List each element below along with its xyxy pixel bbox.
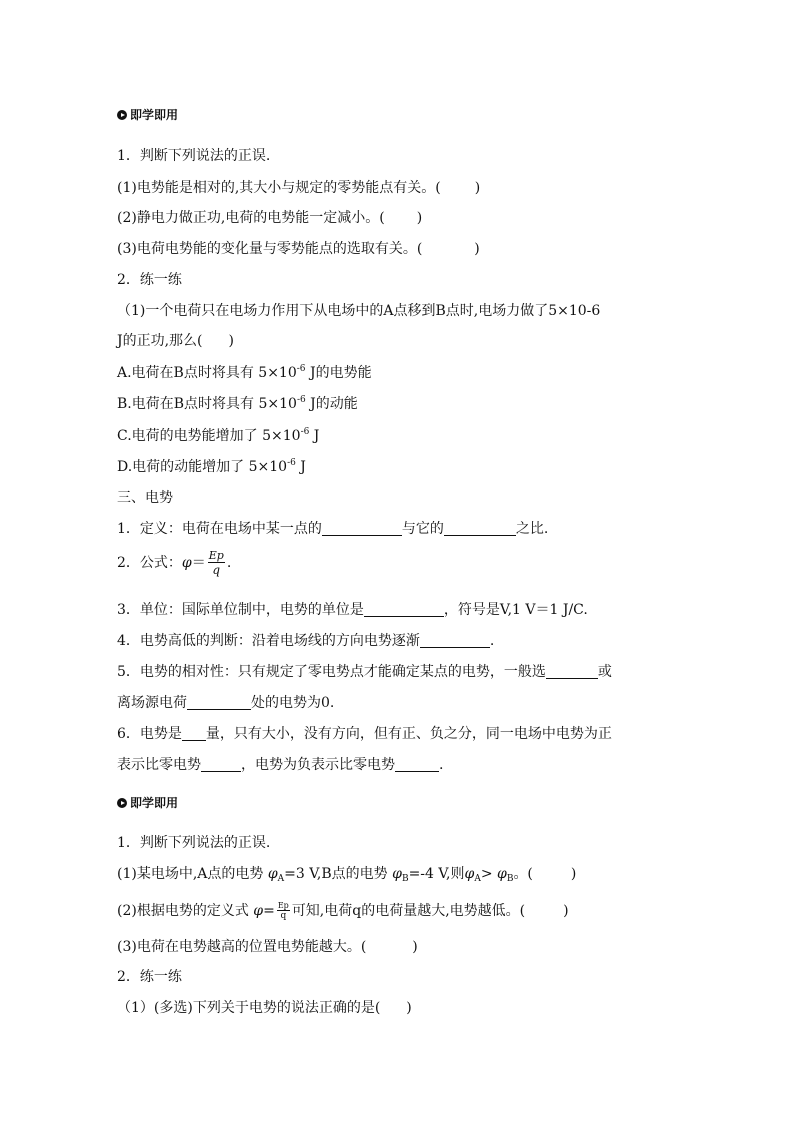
option-c: C.电荷的电势能增加了 $5\times 10^{-6}$ J	[117, 427, 320, 444]
fill-blank	[444, 519, 516, 536]
q2-title: 2．练一练	[117, 272, 182, 288]
q1-title-2: 1．判断下列说法的正误.	[117, 835, 271, 851]
relativity-line-2: 离场源电荷 处的电势为0.	[117, 695, 335, 711]
section-header-2: 即学即用	[117, 795, 178, 811]
relativity-line-1: 5．电势的相对性：只有规定了零电势点才能确定某点的电势，一般选 或	[117, 664, 612, 680]
q1-item-1-b: (1)某电场中,A点的电势 $\varphi_A=3$ V,B点的电势 $\varphi_B=-4$ V,则$\varphi_A> \varphi_B$。( )	[117, 866, 577, 884]
fill-blank	[395, 755, 439, 772]
fill-blank	[182, 724, 206, 741]
option-b: B.电荷在B点时将具有 $5\times 10^{-6}$ J的动能	[117, 395, 358, 412]
section-header-1: 即学即用	[117, 107, 178, 123]
fill-blank	[364, 600, 444, 617]
q1-item-2-b: (2)根据电势的定义式 φ= $\frac{Ep}{q}$ 可知,电荷q的电荷量越大,电势越低。( )	[117, 901, 569, 921]
q2-stem-line-2: J的正功,那么( )	[117, 333, 234, 349]
judgement-line: 4．电势高低的判断：沿着电场线的方向电势逐渐 .	[117, 633, 495, 649]
q1-item-1: (1)电势能是相对的,其大小与规定的零势能点有关。( )	[117, 180, 481, 196]
q2-stem-2: （1）(多选)下列关于电势的说法正确的是( )	[117, 1000, 412, 1016]
q1-item-3: (3)电荷电势能的变化量与零势能点的选取有关。( )	[117, 241, 480, 257]
fill-blank	[420, 631, 490, 648]
fill-blank	[546, 662, 598, 679]
option-a: A.电荷在B点时将具有 $5\times 10^{-6}$ J的电势能	[117, 364, 372, 381]
unit-line: 3．单位：国际单位制中，电势的单位是 ，符号是V,1 V＝1 J/C.	[117, 602, 588, 618]
option-d: D.电荷的动能增加了 $5\times 10^{-6}$ J	[117, 458, 306, 475]
fill-blank	[322, 519, 402, 536]
section-3-title: 三、电势	[117, 490, 173, 506]
definition-fraction: $\frac{Ep}{q}$	[277, 901, 289, 921]
q2-title-2: 2．练一练	[117, 969, 182, 985]
play-circle-icon	[117, 798, 127, 808]
play-circle-icon	[117, 110, 127, 120]
q2-stem-line-1: （1)一个电荷只在电场力作用下从电场中的A点移到B点时,电场力做了5×10-6	[117, 303, 601, 319]
potential-fraction: $\frac{Ep}{q}$	[208, 549, 224, 577]
q1-item-3-b: (3)电荷在电势越高的位置电势能越大。( )	[117, 939, 418, 955]
fill-blank	[187, 693, 251, 710]
definition-line: 1．定义：电荷在电场中某一点的 与它的 之比.	[117, 521, 549, 537]
q1-title: 1．判断下列说法的正误.	[117, 148, 271, 164]
fill-blank	[201, 755, 241, 772]
scalar-line-2: 表示比零电势 ，电势为负表示比零电势 .	[117, 757, 444, 773]
q1-item-2: (2)静电力做正功,电荷的电势能一定减小。( )	[117, 210, 423, 226]
scalar-line-1: 6．电势是 量，只有大小，没有方向，但有正、负之分，同一电场中电势为正	[117, 726, 612, 742]
formula-line: 2．公式：φ＝ $\frac{Ep}{q}$ .	[117, 549, 232, 577]
